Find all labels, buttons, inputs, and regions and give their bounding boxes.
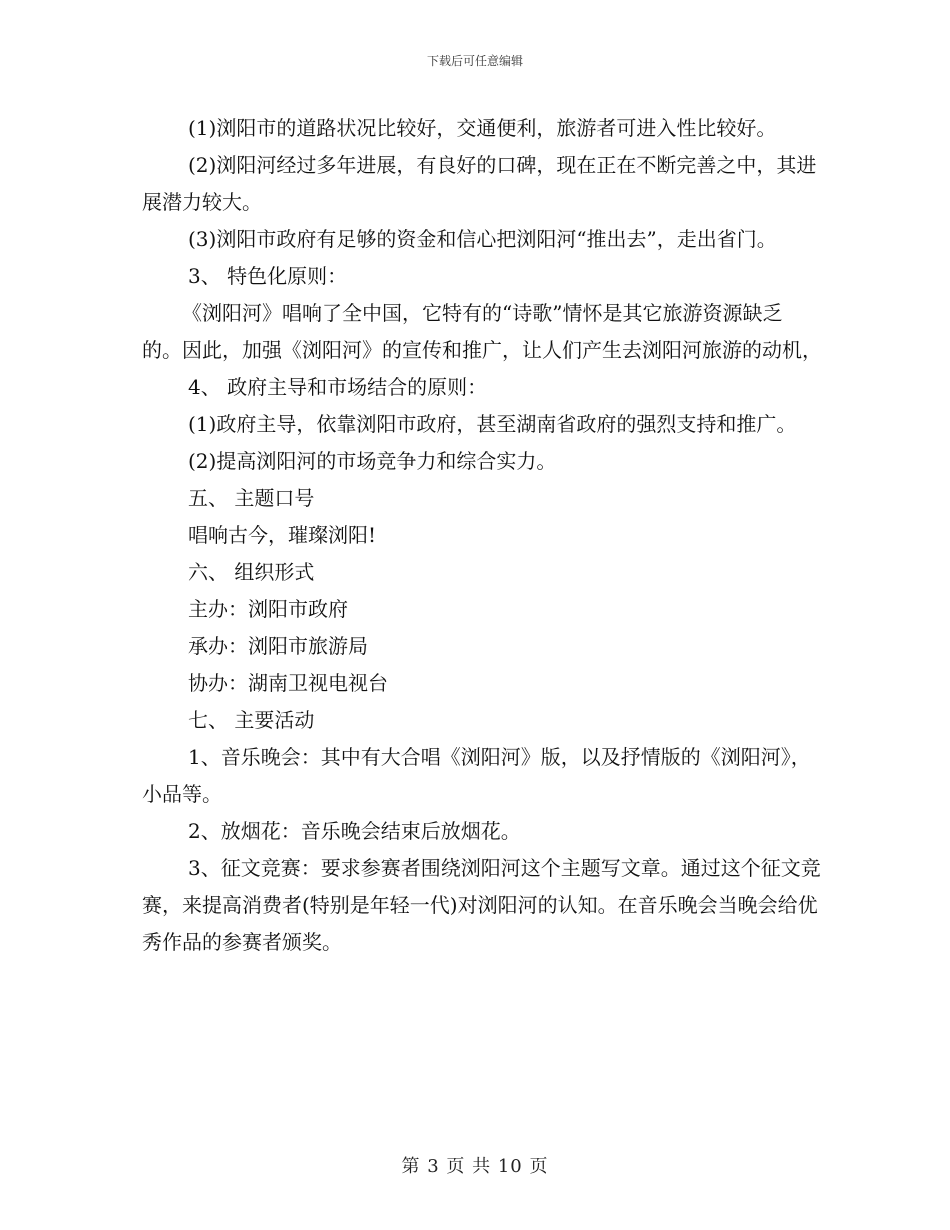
heading-feature-principle: 3、 特色化原则： bbox=[188, 264, 348, 288]
organizer-host: 主办：浏阳市政府 bbox=[188, 597, 348, 621]
heading-organization: 六、 组织形式 bbox=[188, 560, 315, 584]
activity-concert: 1、音乐晚会：其中有大合唱《浏阳河》版，以及抒情版的《浏阳河》，小品等。 bbox=[142, 745, 811, 806]
organizer-co-host: 协办：湖南卫视电视台 bbox=[188, 671, 388, 695]
heading-government-market-principle: 4、 政府主导和市场结合的原则： bbox=[188, 375, 488, 399]
paragraph-competitiveness: (2)提高浏阳河的市场竞争力和综合实力。 bbox=[188, 449, 557, 473]
page-header: 下载后可任意编辑 bbox=[426, 54, 523, 68]
paragraph-development: (2)浏阳河经过多年进展，有良好的口碑，现在正在不断完善之中，其进展潜力较大。 bbox=[142, 153, 817, 214]
page-footer: 第 3 页 共 10 页 bbox=[401, 1156, 549, 1177]
heading-main-activities: 七、 主要活动 bbox=[188, 708, 315, 732]
document-body bbox=[142, 110, 822, 961]
activity-essay-contest: 3、征文竞赛：要求参赛者围绕浏阳河这个主题写文章。通过这个征文竞赛，来提高消费者(特别是年轻一代)对浏阳河的认知。在音乐晚会当晚会给优秀作品的参赛者颁奖。 bbox=[142, 856, 821, 954]
paragraph-government-funds: (3)浏阳市政府有足够的资金和信心把浏阳河“推出去”，走出省门。 bbox=[188, 227, 777, 251]
organizer-undertaker: 承办：浏阳市旅游局 bbox=[188, 634, 368, 658]
paragraph-road-conditions: (1)浏阳市的道路状况比较好，交通便利，旅游者可进入性比较好。 bbox=[188, 116, 777, 140]
paragraph-song-promotion: 《浏阳河》唱响了全中国，它特有的“诗歌”情怀是其它旅游资源缺乏的。因此，加强《浏阳河》的宣传和推广，让人们产生去浏阳河旅游的动机， bbox=[142, 301, 822, 362]
heading-theme-slogan: 五、 主题口号 bbox=[188, 486, 315, 510]
paragraph-government-led: (1)政府主导，依靠浏阳市政府，甚至湖南省政府的强烈支持和推广。 bbox=[188, 412, 797, 436]
activity-fireworks: 2、放烟花：音乐晚会结束后放烟花。 bbox=[188, 819, 521, 843]
slogan-text: 唱响古今，璀璨浏阳! bbox=[188, 523, 377, 547]
